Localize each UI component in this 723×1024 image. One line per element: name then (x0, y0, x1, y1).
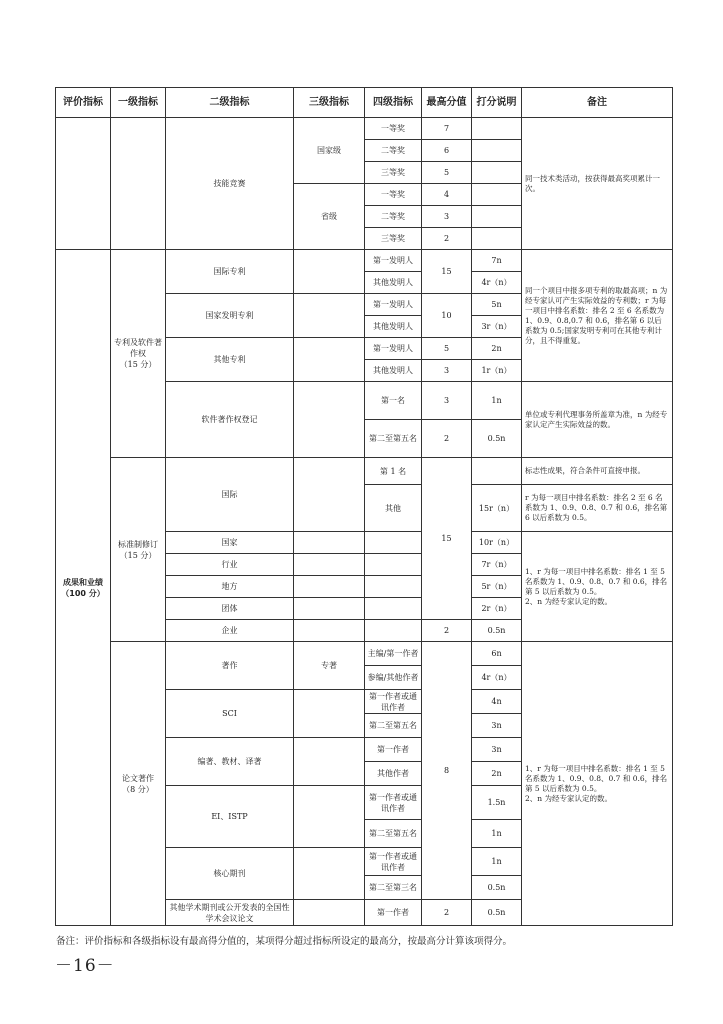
header-cell: 三级指标 (294, 88, 365, 118)
item-cell: 著作 (166, 642, 294, 690)
header-cell: 四级指标 (365, 88, 422, 118)
empty-cell (111, 118, 166, 250)
award-cell: 二等奖 (365, 206, 422, 228)
empty-cell (294, 620, 365, 642)
standard-score: （15 分） (119, 550, 157, 560)
award-cell: 一等奖 (365, 118, 422, 140)
standard-title: 标准制修订 (118, 539, 158, 549)
empty-cell (472, 140, 522, 162)
points-cell: 3n (472, 714, 522, 738)
note-cell: 标志性成果，符合条件可直接申报。 (522, 458, 673, 485)
points-cell: 7n (472, 250, 522, 272)
level-cell: 省级 (294, 184, 365, 250)
score-cell: 6 (422, 140, 472, 162)
points-cell: 5n (472, 294, 522, 316)
skills-title: 技能竞赛 (166, 118, 294, 250)
patent-title: 专利及软件著作权 (114, 338, 162, 358)
award-cell: 二等奖 (365, 140, 422, 162)
item-cell: 国际 (166, 458, 294, 532)
role-cell: 第二至第五名 (365, 820, 422, 848)
table-row (56, 458, 673, 485)
empty-cell (365, 576, 422, 598)
paper-score: （8 分） (122, 784, 154, 794)
role-cell: 第一发明人 (365, 338, 422, 360)
item-cell: SCI (166, 690, 294, 738)
empty-cell (472, 184, 522, 206)
points-cell: 10r（n） (472, 532, 522, 554)
empty-cell (294, 738, 365, 786)
role-cell: 第一作者 (365, 738, 422, 762)
empty-cell (294, 532, 365, 554)
note-cell: 单位或专利代理事务所盖章为准，n 为经专家认定产生实际效益的数。 (522, 382, 673, 458)
eval-score: （100 分） (61, 588, 105, 598)
empty-cell (294, 786, 365, 848)
empty-cell (472, 206, 522, 228)
empty-cell (294, 458, 365, 532)
category-cell (111, 250, 166, 458)
points-cell: 0.5n (472, 900, 522, 926)
award-cell: 三等奖 (365, 162, 422, 184)
max-cell: 8 (422, 642, 472, 900)
score-cell: 4 (422, 184, 472, 206)
empty-cell (472, 118, 522, 140)
points-cell: 1n (472, 382, 522, 420)
points-cell: 0.5n (472, 876, 522, 900)
max-cell: 2 (422, 420, 472, 458)
score-cell: 7 (422, 118, 472, 140)
empty-cell (365, 554, 422, 576)
max-cell: 5 (422, 338, 472, 360)
eval-cell (56, 250, 111, 926)
role-cell: 其他发明人 (365, 316, 422, 338)
points-cell: 7r（n） (472, 554, 522, 576)
header-cell: 打分说明 (472, 88, 522, 118)
role-cell: 参编/其他作者 (365, 666, 422, 690)
max-cell: 15 (422, 458, 472, 620)
role-cell: 其他作者 (365, 762, 422, 786)
points-cell: 4r（n） (472, 666, 522, 690)
header-row (56, 88, 673, 118)
points-cell: 4n (472, 690, 522, 714)
header-cell: 备注 (522, 88, 673, 118)
empty-cell (294, 900, 365, 926)
award-cell: 三等奖 (365, 228, 422, 250)
points-cell: 5r（n） (472, 576, 522, 598)
category-cell (111, 458, 166, 642)
empty-cell (294, 294, 365, 338)
award-cell: 一等奖 (365, 184, 422, 206)
item-cell: 核心期刊 (166, 848, 294, 900)
points-cell: 1n (472, 848, 522, 876)
empty-cell (294, 250, 365, 294)
points-cell: 1n (472, 820, 522, 848)
header-cell: 二级指标 (166, 88, 294, 118)
header-cell: 最高分值 (422, 88, 472, 118)
item-cell: EI、ISTP (166, 786, 294, 848)
item-cell: 软件著作权登记 (166, 382, 294, 458)
note-cell: 1、r 为每一项目中排名系数：排名 1 至 5 名系数为 1、0.9、0.8、0.7 和 0.6，排名第 5 以后系数为 0.5。 2、n 为经专家认定的数。 (522, 532, 673, 642)
item-cell: 其他学术期刊或公开发表的全国性学术会议论文 (166, 900, 294, 926)
role-cell: 第一作者或通讯作者 (365, 786, 422, 820)
item-cell: 国际专利 (166, 250, 294, 294)
empty-cell (472, 458, 522, 485)
score-cell: 2 (422, 228, 472, 250)
table-row (56, 250, 673, 272)
note-cell: 同一技术类活动，按获得最高奖项累计一次。 (522, 118, 673, 250)
empty-cell (294, 554, 365, 576)
item-cell: 国家 (166, 532, 294, 554)
item-cell: 行业 (166, 554, 294, 576)
empty-cell (365, 532, 422, 554)
role-cell: 第一作者或通讯作者 (365, 848, 422, 876)
level-cell: 国家级 (294, 118, 365, 184)
empty-cell (294, 338, 365, 382)
eval-label: 成果和业绩 (63, 577, 103, 587)
note-cell: r 为每一项目中排名系数：排名 2 至 6 名系数为 1、0.9、0.8、0.7 和 0.6，排名第 6 以后系数为 0.5。 (522, 485, 673, 532)
empty-cell (365, 598, 422, 620)
points-cell: 0.5n (472, 620, 522, 642)
empty-cell (294, 848, 365, 900)
points-cell: 2n (472, 338, 522, 360)
paper-title: 论文著作 (122, 773, 154, 783)
role-cell: 其他发明人 (365, 360, 422, 382)
empty-cell (472, 162, 522, 184)
points-cell: 3n (472, 738, 522, 762)
max-cell: 2 (422, 900, 472, 926)
max-cell: 3 (422, 382, 472, 420)
type-cell: 专著 (294, 642, 365, 690)
empty-cell (294, 576, 365, 598)
item-cell: 企业 (166, 620, 294, 642)
page-number: －16－ (55, 956, 115, 976)
footnote: 备注：评价指标和各级指标设有最高得分值的，某项得分超过指标所设定的最高分，按最高分计算该项得分。 (56, 936, 513, 947)
points-cell: 15r（n） (472, 485, 522, 532)
header-cell: 评价指标 (56, 88, 111, 118)
note-cell: 1、r 为每一项目中排名系数：排名 1 至 5 名系数为 1、0.9、0.8、0.7 和 0.6，排名第 5 以后系数为 0.5。 2、n 为经专家认定的数。 (522, 642, 673, 926)
evaluation-table (55, 87, 673, 926)
role-cell: 第 1 名 (365, 458, 422, 485)
header-cell: 一级指标 (111, 88, 166, 118)
role-cell: 第二至第三名 (365, 876, 422, 900)
max-cell: 3 (422, 360, 472, 382)
role-cell: 第二至第五名 (365, 420, 422, 458)
role-cell: 其他发明人 (365, 272, 422, 294)
empty-cell (56, 118, 111, 250)
role-cell: 第一作者或通讯作者 (365, 690, 422, 714)
points-cell: 2n (472, 762, 522, 786)
role-cell: 第一发明人 (365, 250, 422, 272)
empty-cell (294, 690, 365, 738)
role-cell: 第一名 (365, 382, 422, 420)
score-cell: 5 (422, 162, 472, 184)
role-cell: 其他 (365, 485, 422, 532)
role-cell: 第一作者 (365, 900, 422, 926)
patent-score: （15 分） (119, 360, 157, 369)
score-cell: 3 (422, 206, 472, 228)
empty-cell (294, 382, 365, 458)
empty-cell (472, 228, 522, 250)
max-cell: 10 (422, 294, 472, 338)
max-cell: 15 (422, 250, 472, 294)
table-row (56, 118, 673, 140)
points-cell: 1r（n） (472, 360, 522, 382)
role-cell: 主编/第一作者 (365, 642, 422, 666)
points-cell: 4r（n） (472, 272, 522, 294)
points-cell: 2r（n） (472, 598, 522, 620)
item-cell: 地方 (166, 576, 294, 598)
max-cell: 2 (422, 620, 472, 642)
role-cell: 第一发明人 (365, 294, 422, 316)
category-cell (111, 642, 166, 926)
points-cell: 0.5n (472, 420, 522, 458)
empty-cell (294, 598, 365, 620)
points-cell: 6n (472, 642, 522, 666)
points-cell: 3r（n） (472, 316, 522, 338)
item-cell: 团体 (166, 598, 294, 620)
points-cell: 1.5n (472, 786, 522, 820)
empty-cell (365, 620, 422, 642)
item-cell: 国家发明专利 (166, 294, 294, 338)
item-cell: 其他专利 (166, 338, 294, 382)
item-cell: 编著、教材、译著 (166, 738, 294, 786)
note-cell: 同一个项目中报多项专利的取最高项；n 为经专家认可产生实际效益的专利数；r 为每一项目中排名系数：排名 2 至 6 名系数为 1、0.9、0.8,0.7 和 0.6，排名第 6 以后系数为 0.5;国家发明专利可在其他专利计分，且不得重复。 (522, 250, 673, 382)
table-row (56, 642, 673, 666)
role-cell: 第二至第五名 (365, 714, 422, 738)
